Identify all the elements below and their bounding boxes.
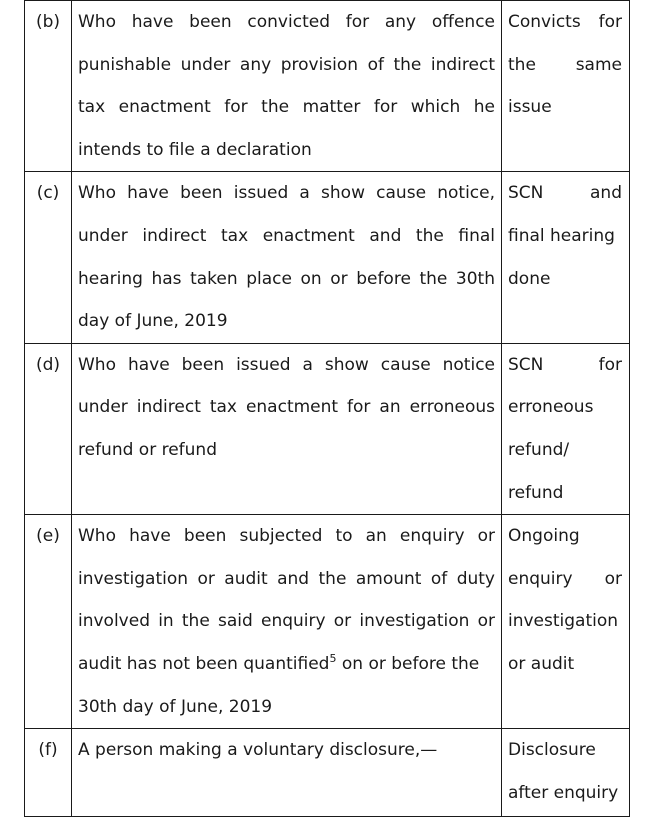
row-description — [72, 515, 502, 729]
summary-line: Convicts for — [508, 12, 622, 32]
summary-line: investigation — [508, 611, 619, 632]
description-line: 30th day of June, 2019 — [78, 696, 273, 717]
row-description — [72, 1, 502, 172]
row-label: (f) — [25, 729, 72, 817]
summary-line: Disclosure — [508, 740, 596, 761]
eligibility-table — [24, 0, 630, 817]
row-summary — [502, 729, 630, 817]
description-line: under indirect tax enactment for an erroneous — [78, 397, 495, 418]
row-summary — [502, 343, 630, 514]
row-summary — [502, 172, 630, 343]
row-label: (e) — [25, 515, 72, 729]
row-summary — [502, 515, 630, 729]
row-description — [72, 729, 502, 817]
summary-line: the same — [508, 54, 622, 75]
summary-line: SCN and — [508, 183, 622, 204]
summary-line: done — [508, 268, 551, 289]
description-line: Who have been convicted for any offence — [78, 12, 495, 32]
table-row — [25, 1, 630, 172]
description-line: Who have been issued a show cause notice, — [78, 183, 495, 204]
description-line: Who have been subjected to an enquiry or — [78, 526, 495, 547]
table-row — [25, 172, 630, 343]
table-row — [25, 729, 630, 817]
summary-line: enquiry or — [508, 568, 622, 589]
summary-line: final hearing — [508, 225, 615, 246]
table-row — [25, 343, 630, 514]
summary-line: after enquiry — [508, 782, 619, 803]
row-label: (d) — [25, 343, 72, 514]
summary-line: refund/ — [508, 439, 570, 460]
row-description — [72, 343, 502, 514]
row-description — [72, 172, 502, 343]
description-line: investigation or audit and the amount of duty — [78, 568, 495, 589]
row-label: (b) — [25, 1, 72, 172]
summary-line: or audit — [508, 653, 575, 674]
description-line: hearing has taken place on or before the 30th — [78, 268, 495, 289]
description-line: Who have been issued a show cause notice — [78, 354, 495, 375]
description-line: refund or refund — [78, 439, 217, 460]
table-row — [25, 515, 630, 729]
row-label: (c) — [25, 172, 72, 343]
description-text: audit has not been quantified — [78, 653, 330, 674]
summary-line: SCN for — [508, 354, 622, 375]
summary-line: erroneous — [508, 397, 594, 418]
description-line: tax enactment for the matter for which he — [78, 97, 495, 118]
description-text: on or before the — [336, 653, 480, 674]
footnote-marker: 5 — [329, 651, 337, 665]
description-line: under indirect tax enactment and the final — [78, 225, 495, 246]
summary-line: issue — [508, 97, 552, 118]
summary-line: refund — [508, 482, 564, 503]
summary-line: Ongoing — [508, 526, 580, 547]
description-line: intends to file a declaration — [78, 139, 312, 160]
row-summary — [502, 1, 630, 172]
description-line: day of June, 2019 — [78, 311, 228, 332]
description-line — [78, 643, 495, 686]
description-line: punishable under any provision of the indirect — [78, 54, 495, 75]
description-line: involved in the said enquiry or investigation or — [78, 611, 495, 632]
description-line: A person making a voluntary disclosure,— — [78, 740, 438, 761]
